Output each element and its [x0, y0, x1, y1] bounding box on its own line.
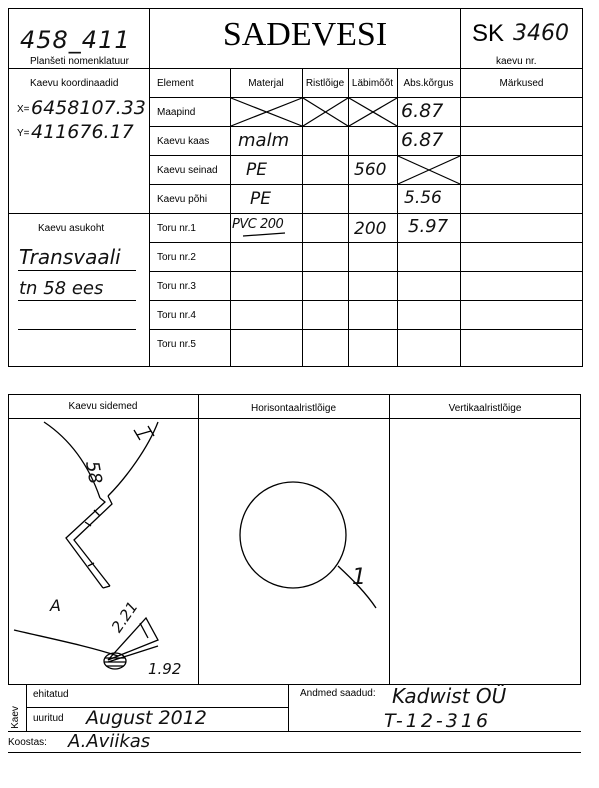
row-element-label: Kaevu seinad [157, 165, 218, 176]
coords-label: Kaevu koordinaadid [30, 78, 119, 89]
location-label: Kaevu asukoht [38, 223, 105, 234]
coords-y-value: 411676.17 [31, 121, 134, 143]
well-number: 3460 [513, 21, 569, 46]
sketch-label-58: 58 [81, 459, 106, 486]
table-header-notes: Märkused [499, 78, 544, 89]
row-kaas-material: malm [238, 130, 290, 151]
footer-mid-sep [288, 684, 289, 731]
row-maapind-elevation: 6.87 [401, 100, 444, 122]
row-element-label: Toru nr.4 [157, 310, 196, 321]
table-header-material: Materjal [248, 78, 284, 89]
coords-y-prefix: Y= [17, 128, 30, 139]
author-label: Koostas: [8, 737, 47, 748]
row-element-label: Toru nr.1 [157, 223, 196, 234]
section-horizontal-label: Horisontaalristlõige [250, 403, 337, 414]
form-title: SADEVESI [222, 16, 388, 53]
sketch-dim-2: 1.92 [148, 660, 182, 678]
pipe-label: 1 [352, 565, 366, 590]
row-toru1-diameter: 200 [354, 219, 387, 239]
row-element-label: Toru nr.2 [157, 252, 196, 263]
site-sketch [8, 418, 198, 684]
row-element-label: Toru nr.3 [157, 281, 196, 292]
location-line2: tn 58 ees [19, 278, 104, 299]
footer-side-label: Kaev [9, 706, 21, 729]
data-value-2: T-12-316 [384, 710, 492, 732]
row-toru1-material: PVC 200 [232, 217, 284, 232]
surveyed-label: uuritud [33, 713, 64, 724]
row-seinad-material: PE [246, 160, 267, 180]
row-kaas-elevation: 6.87 [401, 129, 444, 151]
coords-x-prefix: X= [17, 104, 30, 115]
surveyed-value: August 2012 [86, 707, 207, 729]
data-value-1: Kadwist OÜ [392, 684, 507, 708]
section-sep-2 [389, 394, 390, 684]
sheet-caption: Planšeti nomenklatuur [30, 56, 129, 67]
row-pohi-elevation: 5.56 [404, 188, 442, 208]
sheet-code: 458_411 [20, 26, 131, 54]
well-caption: kaevu nr. [496, 56, 537, 67]
horizontal-section-drawing [198, 418, 389, 684]
data-label: Andmed saadud: [300, 688, 376, 699]
table-header-cross: Ristlõige [305, 78, 345, 89]
section-links-label: Kaevu sidemed [68, 401, 138, 412]
built-label: ehitatud [33, 689, 69, 700]
table-header-elevation: Abs.kõrgus [403, 78, 454, 89]
author-underline [8, 752, 581, 753]
row-element-label: Kaevu kaas [157, 136, 210, 147]
table-header-element: Element [157, 78, 194, 89]
author-value: A.Aviikas [68, 731, 151, 752]
sketch-dim-1: 2.21 [107, 598, 142, 636]
coords-x-value: 6458107.33 [31, 97, 146, 119]
row-toru1-elevation: 5.97 [408, 216, 449, 237]
row-pohi-material: PE [250, 189, 271, 209]
row-element-label: Toru nr.5 [157, 339, 196, 350]
row-element-label: Kaevu põhi [157, 194, 208, 205]
row-element-label: Maapind [157, 107, 196, 118]
location-line1: Transvaali [19, 245, 121, 269]
sketch-label-a: A [50, 596, 61, 615]
well-prefix: SK [472, 20, 505, 47]
row-seinad-diameter: 560 [354, 160, 387, 180]
table-header-diameter: Läbimõõt [351, 78, 394, 89]
section-vertical-label: Vertikaalristlõige [448, 403, 522, 414]
